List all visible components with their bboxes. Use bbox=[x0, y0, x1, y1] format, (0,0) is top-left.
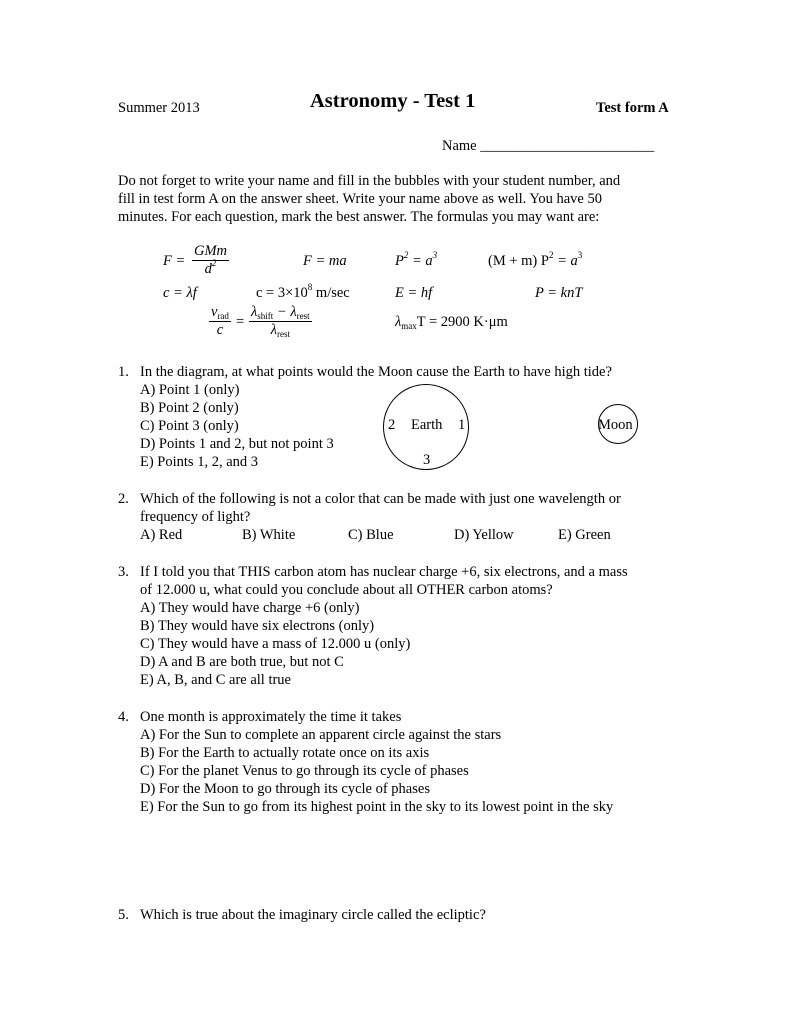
page-title: Astronomy - Test 1 bbox=[310, 90, 476, 112]
question-number: 3. bbox=[118, 564, 129, 580]
point-3-label: 3 bbox=[423, 452, 431, 468]
answer-option[interactable]: B) Point 2 (only) bbox=[140, 400, 239, 416]
answer-option[interactable]: C) Blue bbox=[348, 527, 394, 543]
question-text: of 12.000 u, what could you conclude about all OTHER carbon atoms? bbox=[140, 582, 553, 598]
answer-option[interactable]: C) For the planet Venus to go through its cycle of phases bbox=[140, 763, 469, 779]
answer-option[interactable]: D) Yellow bbox=[454, 527, 514, 543]
formula-gravity-fraction bbox=[192, 243, 229, 278]
answer-option[interactable]: B) For the Earth to actually rotate once on its axis bbox=[140, 745, 430, 761]
formula-photon-energy: E = hf bbox=[395, 285, 433, 301]
formula-wien: $\lambda_{max}T = 2900$ K·μm bbox=[395, 314, 508, 331]
formula-speed-of-light: $c = 3\times 10^8$ m/sec bbox=[256, 282, 350, 301]
question-number: 1. bbox=[118, 364, 129, 380]
formula-gravity-denominator: d bbox=[204, 261, 212, 277]
question-number: 2. bbox=[118, 491, 129, 507]
formula-doppler-equals: = bbox=[236, 314, 245, 330]
formula-gravity-exponent: 2 bbox=[211, 258, 217, 268]
question-text: If I told you that THIS carbon atom has nuclear charge +6, six electrons, and a mass bbox=[140, 564, 628, 580]
formula-newton: F = ma bbox=[303, 253, 347, 269]
answer-option[interactable]: D) A and B are both true, but not C bbox=[140, 654, 344, 670]
instructions bbox=[118, 172, 678, 226]
formula-gravity-lhs: F = bbox=[163, 253, 186, 269]
question-number: 5. bbox=[118, 907, 129, 923]
test-term: Summer 2013 bbox=[118, 100, 200, 116]
formula-wave: c = λf bbox=[163, 285, 197, 301]
formula-gravity-numerator: GMm bbox=[194, 243, 228, 259]
answer-option[interactable]: C) They would have a mass of 12.000 u (only) bbox=[140, 636, 411, 652]
answer-option[interactable]: A) They would have charge +6 (only) bbox=[140, 600, 360, 616]
earth-label: Earth bbox=[411, 417, 443, 433]
instruction-line: Do not forget to write your name and fill in the bubbles with your student number, and bbox=[118, 173, 621, 189]
question-text: Which is true about the imaginary circle called the ecliptic? bbox=[140, 907, 486, 923]
answer-option[interactable]: E) For the Sun to go from its highest point in the sky to its lowest point in the sky bbox=[140, 799, 614, 815]
answer-option[interactable]: E) Green bbox=[558, 527, 611, 543]
answer-option[interactable]: B) White bbox=[242, 527, 296, 543]
formula-doppler-rhs: $\lambda_{shift} - \lambda_{rest}$ $\lambda_{rest}$ bbox=[251, 304, 310, 339]
moon-label: Moon bbox=[598, 417, 633, 433]
formula-ideal-gas: P = knT bbox=[535, 285, 583, 301]
question-text: Which of the following is not a color that can be made with just one wavelength or bbox=[140, 491, 621, 507]
answer-option[interactable]: D) For the Moon to go through its cycle of phases bbox=[140, 781, 430, 797]
answer-option[interactable]: E) A, B, and C are all true bbox=[140, 672, 291, 688]
answer-option[interactable]: D) Points 1 and 2, but not point 3 bbox=[140, 436, 334, 452]
question-text: One month is approximately the time it takes bbox=[140, 709, 402, 725]
formula-kepler: $P^2 = a^3$ bbox=[395, 250, 438, 269]
name-field-label: Name ________________________ bbox=[442, 138, 655, 154]
point-2-label: 2 bbox=[388, 417, 396, 433]
answer-option[interactable]: C) Point 3 (only) bbox=[140, 418, 239, 434]
formula-doppler-lhs: $v_{rad}$ c bbox=[211, 304, 229, 338]
formula-kepler-newton: (M + m) $P^2 = a^3$ bbox=[488, 250, 583, 269]
test-form-label: Test form A bbox=[596, 100, 669, 116]
instruction-line: fill in test form A on the answer sheet. Write your name above as well. You have 50 bbox=[118, 191, 602, 207]
answer-option[interactable]: A) For the Sun to complete an apparent circle against the stars bbox=[140, 727, 502, 743]
instruction-line: minutes. For each question, mark the best answer. The formulas you may want are: bbox=[118, 209, 600, 225]
question-text: frequency of light? bbox=[140, 509, 251, 525]
answer-option[interactable]: A) Point 1 (only) bbox=[140, 382, 240, 398]
answer-option[interactable]: A) Red bbox=[140, 527, 183, 543]
point-1-label: 1 bbox=[458, 417, 466, 433]
question-number: 4. bbox=[118, 709, 129, 725]
answer-option[interactable]: E) Points 1, 2, and 3 bbox=[140, 454, 259, 470]
answer-option[interactable]: B) They would have six electrons (only) bbox=[140, 618, 375, 634]
question-text: In the diagram, at what points would the Moon cause the Earth to have high tide? bbox=[140, 364, 612, 380]
